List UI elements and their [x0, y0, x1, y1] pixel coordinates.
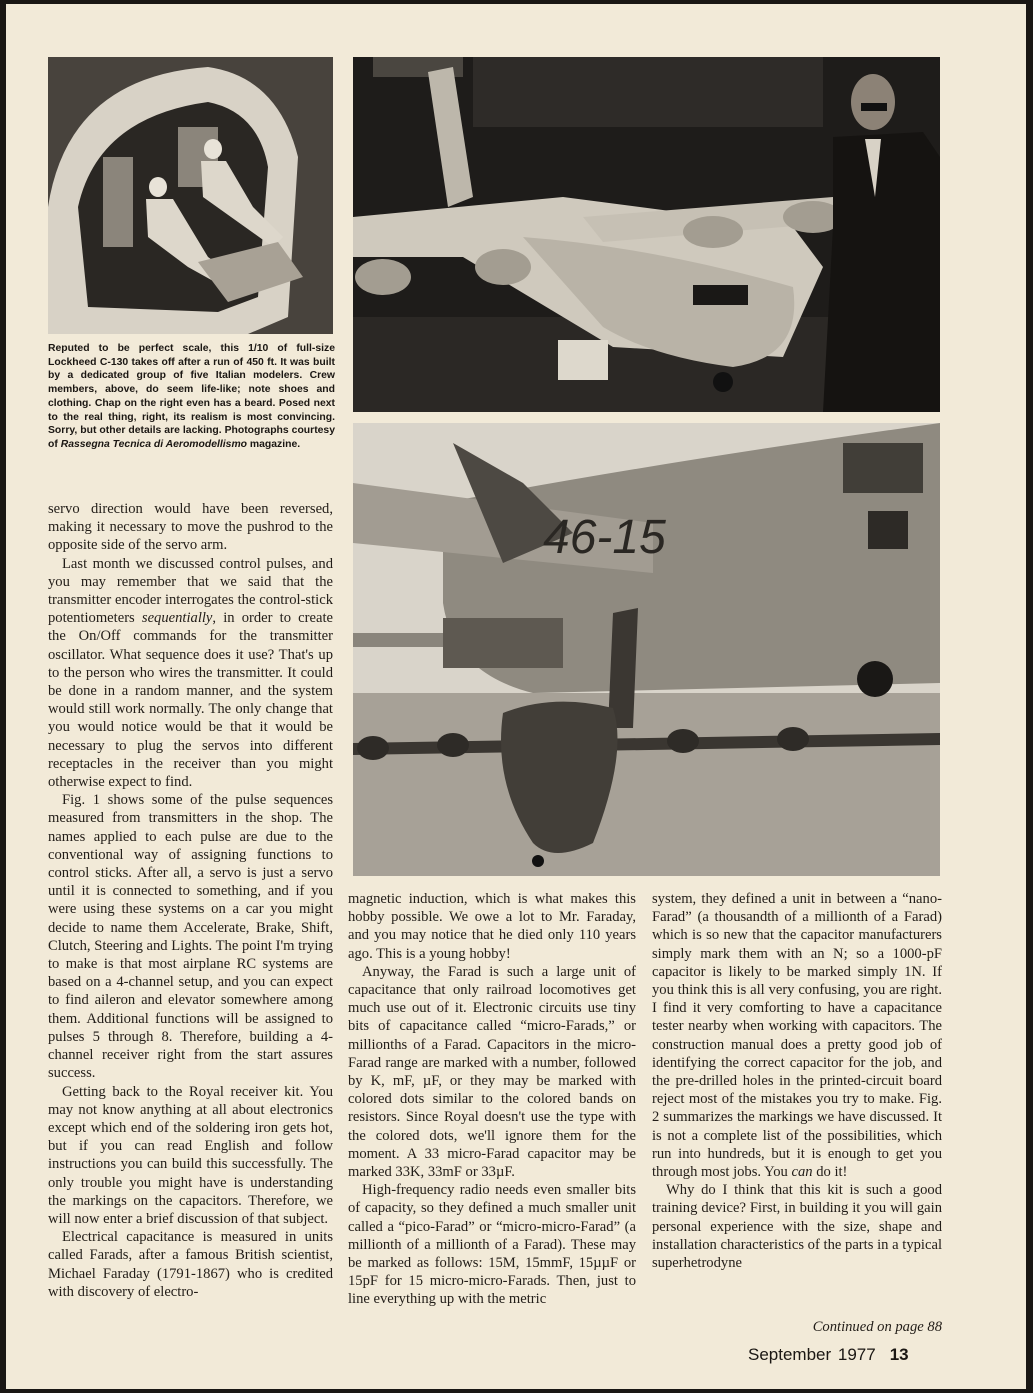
paragraph	[48, 555, 333, 792]
article-column-2	[348, 890, 636, 1309]
paragraph: Electrical capacitance is measured in units called Farads, after a famous British scientist, Michael Faraday (1791-1867) who is credited with discovery of electro-	[48, 1229, 333, 1300]
page-number: 13	[889, 1345, 909, 1364]
caption-magazine-title: Rassegna Tecnica di Aeromodellismo	[60, 438, 248, 450]
photo-caption	[48, 342, 335, 452]
caption-text-end: magazine.	[247, 438, 301, 450]
article-column-3	[652, 890, 942, 1272]
crew-cockpit-photo	[48, 57, 333, 334]
page-footer	[748, 1345, 909, 1365]
emphasis: sequentially	[141, 610, 213, 627]
paragraph-text: Last month we discussed control pulses, and you may remember that we said that the transmitter encoder interrogates the control-stick potentiometers	[48, 555, 333, 627]
paragraph-text: , in order to create the On/Off commands for the transmitter oscillator. What sequence does it use? That's up to the person who wires the transmitter. It could be done in a random manner, and the system would still work normally. The only change that you would notice would be that it would be necessary to plug the servos into different receptacles in the receiver than you might otherwise expect to find.	[48, 610, 333, 791]
paragraph	[652, 890, 942, 1181]
paragraph: Why do I think that this kit is such a good training device? First, in building it you will gain personal experience with the size, shape and installation characteristics of the parts in a typical superhetrodyne	[652, 1182, 942, 1272]
paragraph-text: system, they defined a unit in between a “nano-Farad” (a thousandth of a millionth of a Farad) which is so new that the capacitor manufacturers simply mark them with an N; so a 1000-pF capacitor is likely to be marked simply 1N. If you think this is all very confusing, you are right. I find it very comforting to have a capacitance tester nearby when working with capacitors. The construction manual does a pretty good job of identifying the correct capacitor for the job, and the pre-drilled holes in the printed-circuit board reject most of the mistakes you try to make. Fig. 2 summarizes the markings we have discussed. It is not a complete list of the possibilities, which run into hundreds, but it is enough to get you through most jobs. You	[652, 891, 942, 1181]
paragraph: Fig. 1 shows some of the pulse sequences measured from transmitters in the shop. The names applied to each pulse are due to the conventional way of assigning functions to control sticks. After all, a servo is just a servo until it is connected to something, and if you were using these systems on a car you might decide to name them Accelerate, Brake, Shift, Clutch, Steering and Lights. The point I'm trying to make is that most airplane RC systems are based on a 4-channel setup, and you can expect to find aileron and elevator somewhere among them. Additional functions will be assigned to pulses 5 through 8. Therefore, building a 4-channel receiver right from the start assures success.	[48, 792, 333, 1082]
real-c130-and-model-photo	[353, 423, 940, 876]
continued-notice: Continued on page 88	[812, 1319, 942, 1335]
paragraph: magnetic induction, which is what makes this hobby possible. We owe a lot to Mr. Faraday, and you may notice that he died only 110 years ago. This is a young hobby!	[348, 891, 636, 962]
emphasis: can	[791, 1164, 813, 1181]
paragraph: servo direction would have been reversed, making it necessary to move the pushrod to the opposite side of the servo arm.	[48, 501, 333, 554]
article-column-1	[48, 500, 333, 1301]
tail-code: 46-15	[543, 511, 666, 564]
paragraph-text: do it!	[812, 1164, 848, 1181]
model-c130-with-builder-photo	[353, 57, 940, 412]
issue-date: September 1977	[748, 1345, 876, 1364]
caption-text: Reputed to be perfect scale, this 1/10 of full-size Lockheed C-130 takes off after a run of 450 ft. It was built by a dedicated group of five Italian modelers. Crew members, above, do seem life-like; note shoes and clothing. Chap on the right even has a beard. Posed next to the real thing, right, its realism is most convincing. Sorry, but other details are lacking. Photographs courtesy of	[48, 343, 335, 450]
paragraph: Getting back to the Royal receiver kit. You may not know anything at all about electronics except which end of the soldering iron gets hot, but if you can read English and follow instructions you can build this successfully. The only trouble you might have is understanding the markings on the capacitors. Therefore, we will now enter a brief discussion of that subject.	[48, 1083, 333, 1227]
paragraph: High-frequency radio needs even smaller bits of capacity, so they defined a much smaller unit called a “pico-Farad” or “micro-micro-Farad” (a millionth of a millionth of a Farad). These may be marked as follows: 15M, 15mmF, 15µµF or 15pF for 15 micro-micro-Farads. Then, just to line everything up with the metric	[348, 1182, 636, 1308]
paragraph: Anyway, the Farad is such a large unit of capacitance that only railroad locomotives get much use out of it. Electronic circuits use tiny bits of capacitance called “micro-Farads,” or millionths of a Farad. Capacitors in the micro-Farad range are marked with a number, followed by K, mF, µF, or they may be marked with colored dots similar to the colored bands on resistors. Since Royal doesn't use the type with the colored dots, we'll ignore them for the moment. A 33 micro-Farad capacitor may be marked 33K, 33mF or 33µF.	[348, 963, 636, 1181]
